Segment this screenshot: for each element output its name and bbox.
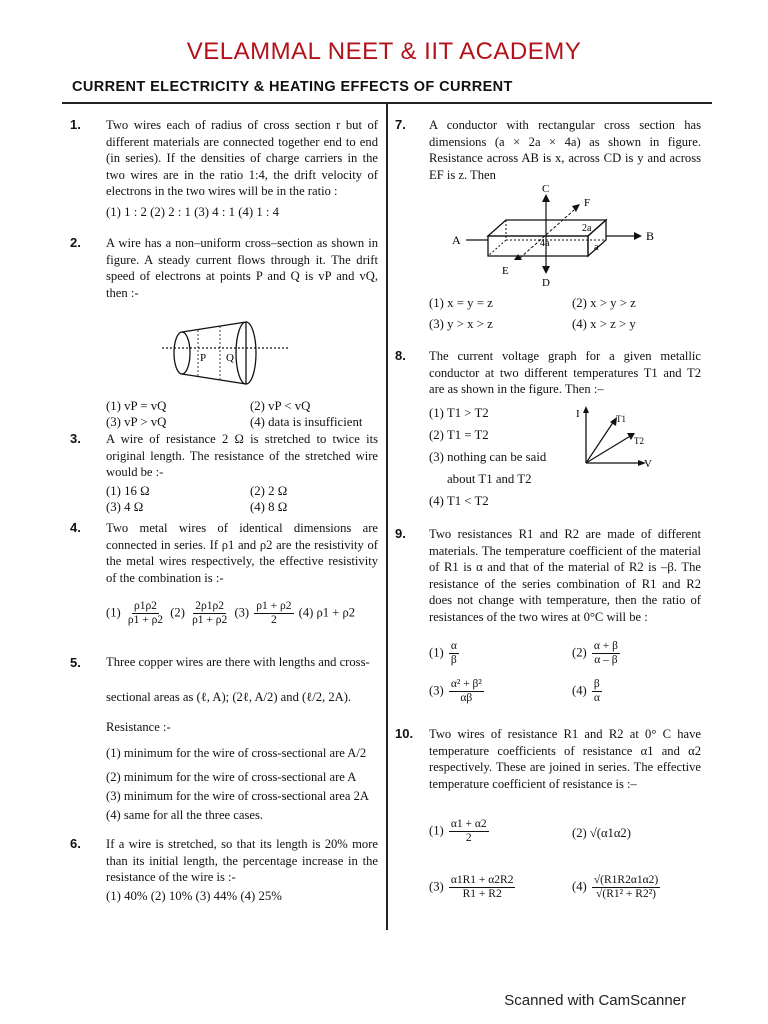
- question-7-text: A conductor with rectangular cross section has dimensions (a × 2a × 4a) as shown in figure. Resistance across AB is x, across CD is y and across EF is z. Then: [429, 118, 701, 182]
- question-9-option-3: (3) $\frac{\text{α² + β²}}{\alpha\beta}$: [429, 678, 482, 704]
- scanner-watermark: Scanned with CamScanner: [504, 992, 686, 1009]
- point-q-label: Q: [226, 352, 234, 364]
- label-e: E: [502, 265, 509, 277]
- dim-4a: 4a: [540, 238, 550, 249]
- question-6-options: (1) 40% (2) 10% (3) 44% (4) 25%: [106, 889, 282, 903]
- question-8-option-1: (1) T1 > T2: [429, 406, 489, 420]
- question-2-option-3: (3) vP > vQ: [106, 415, 167, 429]
- question-3-option-4: (4) 8 Ω: [250, 500, 288, 514]
- question-number-10: 10.: [395, 726, 414, 741]
- question-number-6: 6.: [70, 836, 81, 851]
- question-8-option-3: (3) nothing can be said: [429, 450, 547, 464]
- question-3-text: A wire of resistance 2 Ω is stretched to twice its original length. The resistance of the stretched wire would be :-: [106, 432, 378, 480]
- page-title: VELAMMAL NEET & IIT ACADEMY: [186, 38, 582, 65]
- question-10-option-4: (4) $\frac{√(R1R2\alpha 1\alpha 2)}{\text{√(R1² + R2²)}}$: [572, 874, 659, 900]
- question-8-text: The current voltage graph for a given metallic conductor at two different temperatures T1 and T2 are as shown in the figure. Then :–: [429, 349, 701, 397]
- question-1-options: (1) 1 : 2 (2) 2 : 1 (3) 4 : 1 (4) 1 : 4: [106, 205, 280, 219]
- question-9-option-4: (4) $\frac{\beta}{\alpha}$: [572, 678, 600, 704]
- dim-2a: 2a: [582, 223, 592, 234]
- label-d: D: [542, 277, 550, 289]
- question-6-text: If a wire is stretched, so that its length is 20% more than its initial length, the percentage increase in the resistance of the wire is :-: [106, 837, 378, 885]
- question-7-option-3: (3) y > x > z: [429, 317, 493, 331]
- question-2-option-4: (4) data is insufficient: [250, 415, 363, 429]
- question-5-option-2: (2) minimum for the wire of cross-sectional are A: [106, 770, 357, 784]
- column-divider: [386, 104, 388, 930]
- question-9-text: Two resistances R1 and R2 are made of different materials. The temperature coefficient of the material of R1 is α and that of the material of R2 is –β. The resistance of the series combination of R1 and R2 does not change with temperature, then the ratio of resistances of the two wires at 0°C will be :: [429, 527, 701, 624]
- question-3-option-3: (3) 4 Ω: [106, 500, 144, 514]
- question-1-text: Two wires each of radius of cross section r but of different materials are connected together end to end (in series). If the densities of charge carriers in the two wires are in the ratio 1:4, the drift velocity of electrons in the two wires will be in the ratio :: [106, 118, 378, 199]
- graph-y-label: I: [576, 408, 580, 420]
- graph-x-label: V: [644, 458, 652, 469]
- question-5-option-1: (1) minimum for the wire of cross-sectional are A/2: [106, 746, 367, 760]
- question-7-option-1: (1) x = y = z: [429, 296, 493, 310]
- question-number-1: 1.: [70, 117, 81, 132]
- question-number-3: 3.: [70, 431, 81, 446]
- question-3-option-2: (2) 2 Ω: [250, 484, 288, 498]
- question-9-option-1: (1) $\frac{\alpha}{\beta}$: [429, 640, 457, 666]
- question-5-resistance-label: Resistance :-: [106, 720, 171, 734]
- question-number-8: 8.: [395, 348, 406, 363]
- graph-line-t1-label: T1: [616, 414, 626, 424]
- label-a: A: [452, 233, 461, 247]
- question-4-options: (1) $\frac{\rho 1\rho 2}{\rho 1 + \rho 2}$ (2) $\frac{2\rho 1\rho 2}{\rho 1 + \rho 2}$ (3) $\frac{\rho 1 + \rho 2}{2}$ (4) ρ1 + ρ2: [106, 600, 356, 626]
- question-number-2: 2.: [70, 235, 81, 250]
- nonuniform-wire-figure: [160, 318, 290, 390]
- question-number-9: 9.: [395, 526, 406, 541]
- question-7-option-2: (2) x > y > z: [572, 296, 636, 310]
- dim-a: a: [594, 242, 599, 253]
- question-5-text: Three copper wires are there with lengths and cross-: [106, 655, 370, 669]
- question-5-text-2: sectional areas as (ℓ, A); (2ℓ, A/2) and (ℓ/2, 2A).: [106, 690, 352, 704]
- question-10-option-3: (3) $\frac{\alpha 1R1 + \alpha 2R2}{R1 + R2}$: [429, 874, 514, 900]
- question-7-option-4: (4) x > z > y: [572, 317, 636, 331]
- question-number-7: 7.: [395, 117, 406, 132]
- question-3-option-1: (1) 16 Ω: [106, 484, 150, 498]
- question-number-4: 4.: [70, 520, 81, 535]
- rectangular-conductor-figure: [448, 184, 678, 290]
- iv-graph: [572, 405, 656, 469]
- page-subtitle: CURRENT ELECTRICITY & HEATING EFFECTS OF CURRENT: [72, 79, 513, 95]
- question-8-option-4: (4) T1 < T2: [429, 494, 489, 508]
- question-number-5: 5.: [70, 655, 81, 670]
- question-2-option-2: (2) vP < vQ: [250, 399, 311, 413]
- label-f: F: [584, 197, 591, 209]
- point-p-label: P: [200, 352, 207, 364]
- question-10-option-2: (2) √(α1α2): [572, 826, 631, 840]
- graph-line-t2-label: T2: [634, 436, 644, 446]
- question-4-text: Two metal wires of identical dimensions are connected in series. If ρ1 and ρ2 are the resistivity of the metal wires respectively, the effective resistivity of the combination is :-: [106, 521, 378, 585]
- question-5-option-3: (3) minimum for the wire of cross-sectional area 2A: [106, 789, 369, 803]
- question-10-option-1: (1) $\frac{\alpha 1 + \alpha 2}{2}$: [429, 818, 487, 844]
- question-8-option-2: (2) T1 = T2: [429, 428, 489, 442]
- label-b: B: [646, 229, 655, 243]
- question-8-option-3-cont: about T1 and T2: [447, 472, 532, 486]
- question-2-text: A wire has a non–uniform cross–section as shown in figure. A steady current flows through it. The drift speed of electrons at points P and Q is vP and vQ, then :-: [106, 236, 378, 300]
- question-9-option-2: (2) $\frac{\alpha + \beta}{\alpha - \beta}$: [572, 640, 618, 666]
- question-2-option-1: (1) vP = vQ: [106, 399, 167, 413]
- question-10-text: Two wires of resistance R1 and R2 at 0° C have temperature coefficients of resistance α1 and α2 respectively. These are joined in series. The effective temperature coefficient of resistance is :–: [429, 727, 701, 791]
- label-c: C: [542, 184, 550, 195]
- question-5-option-4: (4) same for all the three cases.: [106, 808, 263, 822]
